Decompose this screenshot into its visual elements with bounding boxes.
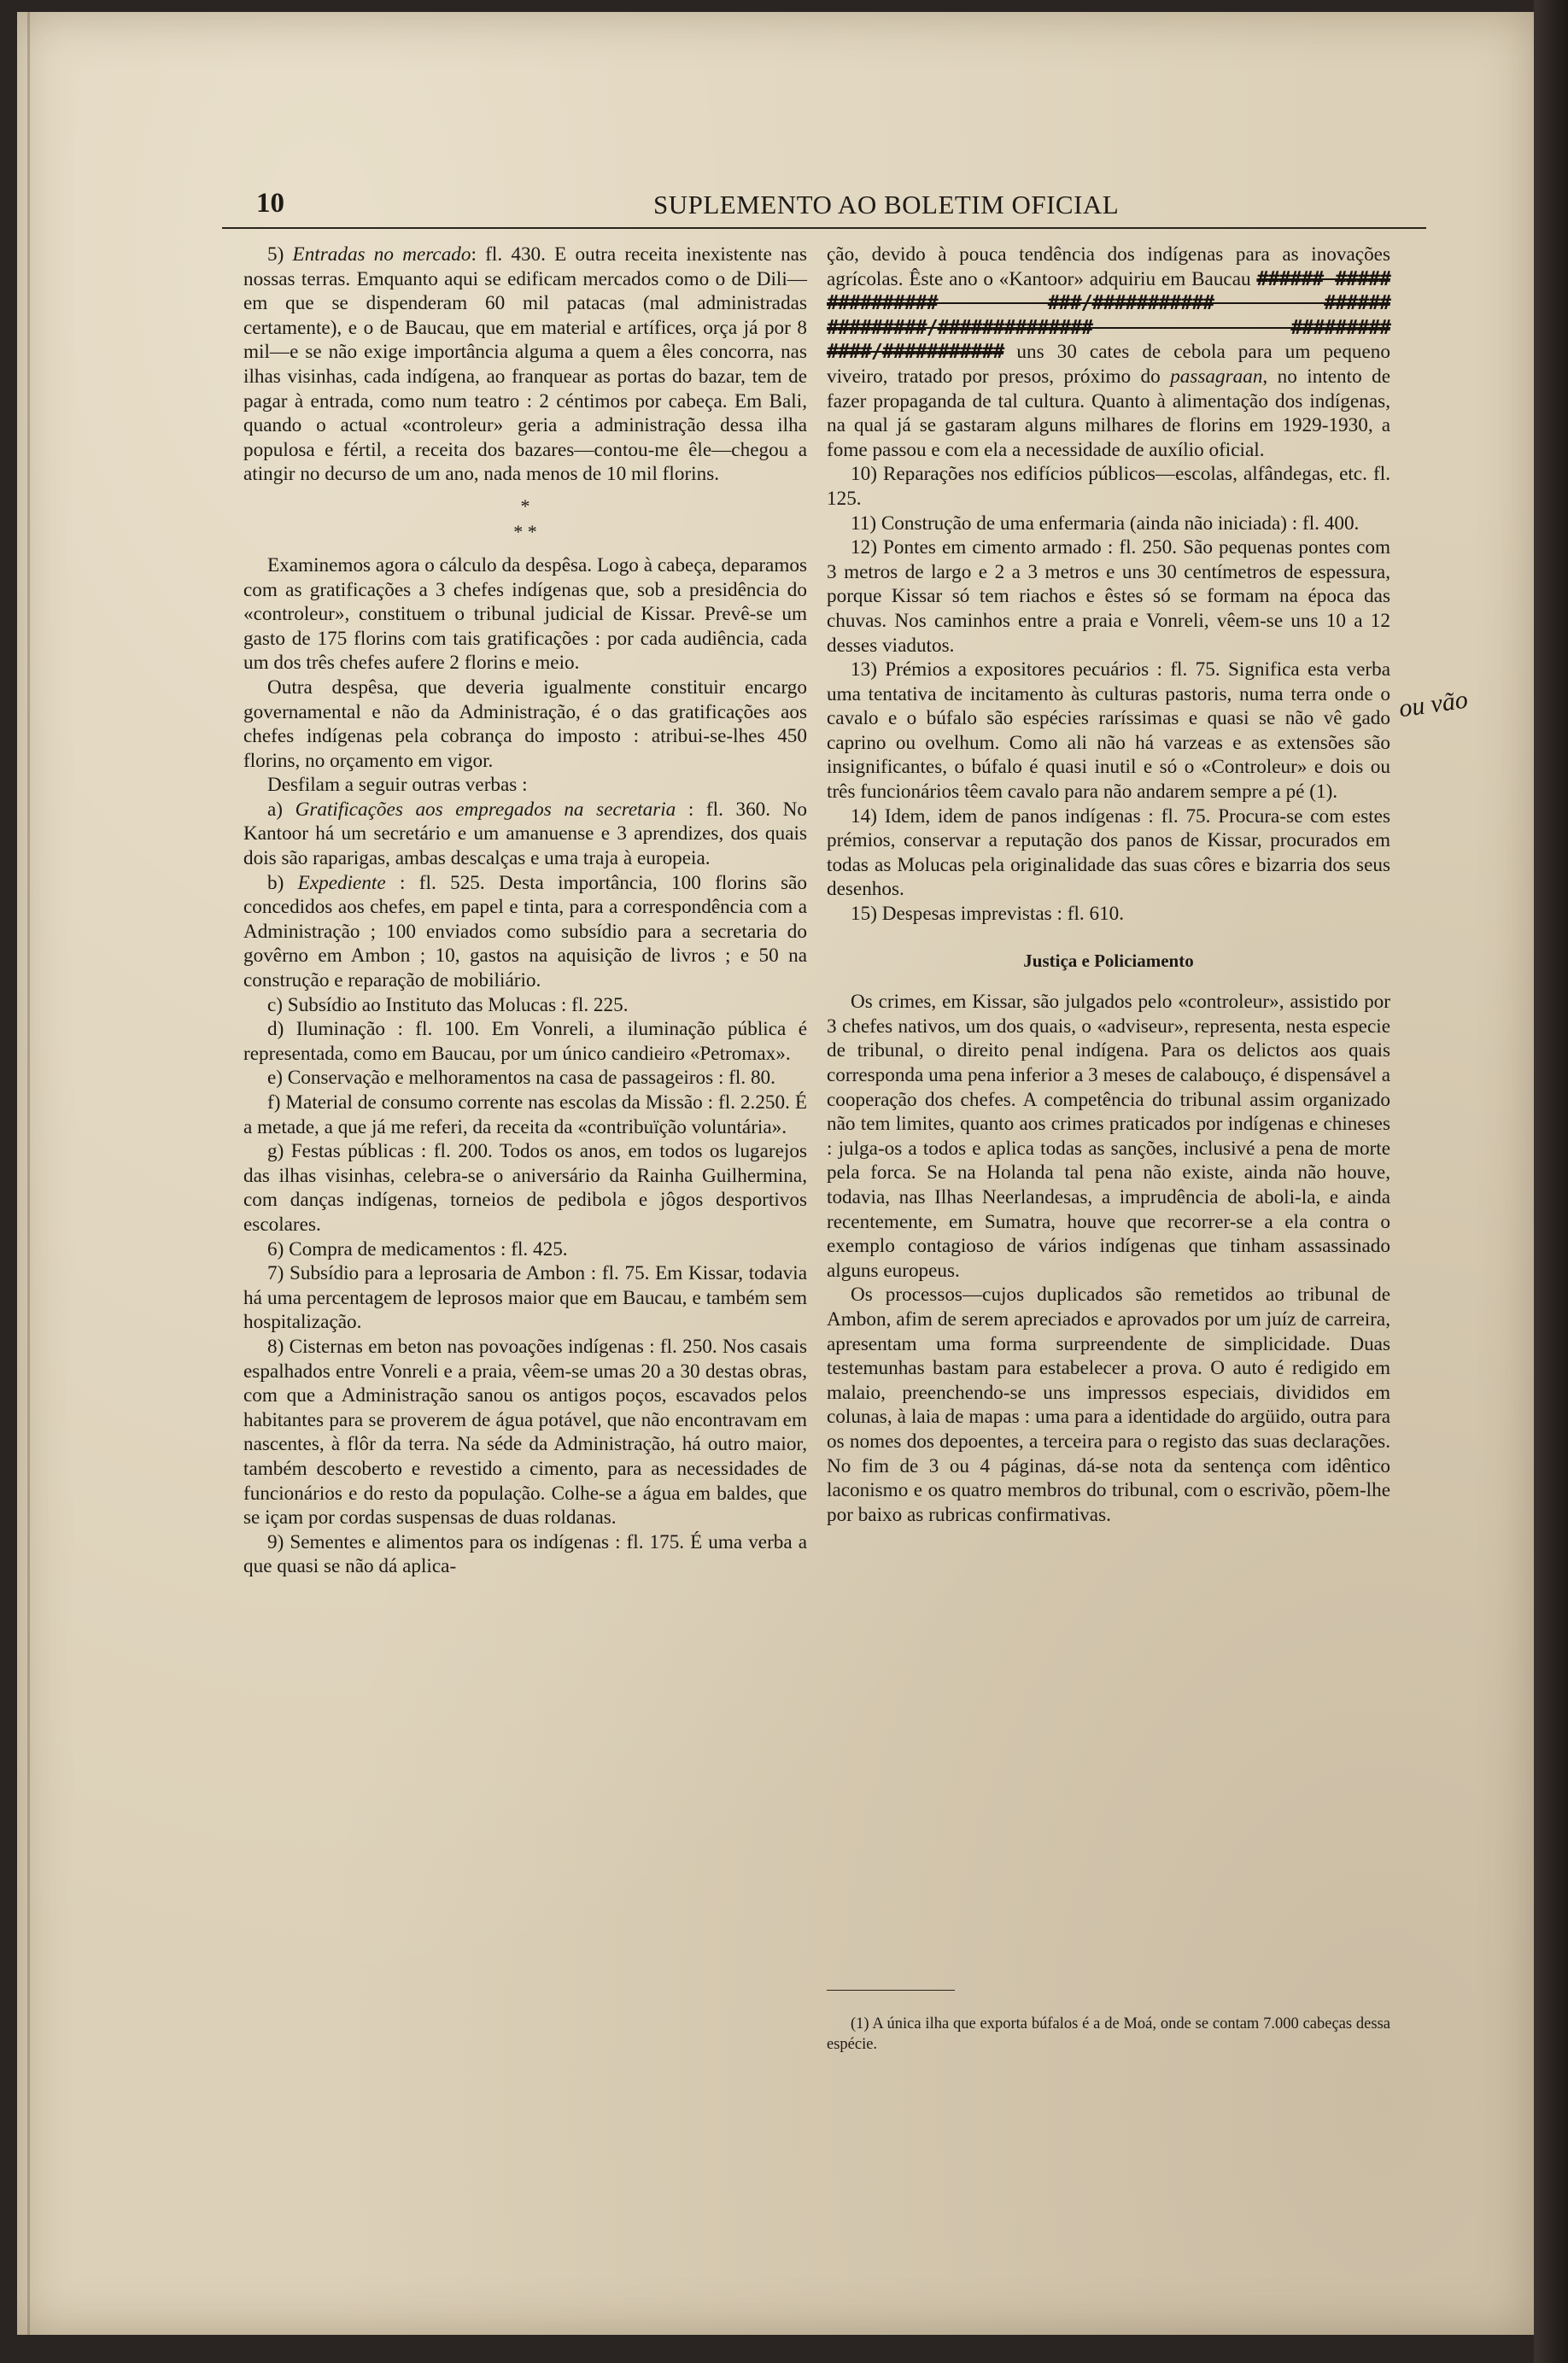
section-title-justice: Justiça e Policiamento [1023,950,1194,971]
item-text: : fl. 360. No Kantoor há um secretário e um amanuense e 3 aprendizes, dos quais dois são raparigas, ambas descalças e uma traja à europeia. [243,798,807,870]
struck-out-text: ###### ##### ########## ###/########### ###### #########/############## ######### ####/########### [827,266,1390,364]
item-title: Gratificações aos empregados na secretaria [295,798,676,821]
item-6: 6) Compra de medicamentos : fl. 425. [267,1237,568,1260]
italic-term: passagraan [1170,365,1263,388]
item-8: 8) Cisternas em beton nas povoações indígenas : fl. 250. Nos casais espalhados entre Vonreli e a praia, vêem-se umas 20 a 30 destas obras, com que a Administração sanou os antigos poços, escavados pelos habitantes para se proverem de água potável, que não encontravam em nascentes, à flôr da terra. Na séde da Administração, há outro maior, também descoberto e revestido a cimento, para as necessidades de funcionários e do resto da população. Colhe-se a água em baldes, que se içam por cordas suspensas de duas roldanas. [243,1335,807,1530]
scan-background-edge [1534,0,1568,2363]
item-9: 9) Sementes e alimentos para os indígenas : fl. 175. É uma verba a que quasi se não dá aplica- [243,1530,807,1578]
paragraph-tax-gratification: Outra despêsa, que deveria igualmente constituir encargo governamental e não da Administração, é o das gratificações aos chefes indígenas pela cobrança do imposto : atribui-se-lhes 450 florins, no orçamento em vigor. [243,676,807,772]
item-7: 7) Subsídio para a leprosaria de Ambon : fl. 75. Em Kissar, todavia há uma percentagem de leprosos maior que em Baucau, e também sem hospitalização. [243,1262,807,1334]
running-title: SUPLEMENTO AO BOLETIM OFICIAL [653,190,1120,219]
item-f: f) Material de consumo corrente nas escolas da Missão : fl. 2.250. É a metade, a que já me referi, da receita da «contribuïção voluntária». [243,1091,807,1138]
paragraph-processes: Os processos—cujos duplicados são remetidos ao tribunal de Ambon, afim de serem apreciados e aprovados por um juíz de carreira, apresentam uma forma surpreendente de simplicidade. Duas testemunhas bastam para estabelecer a prova. O auto é redigido em malaio, preenchendo-se uns impressos especiais, divididos em colunas, à laia de mapas : uma para a identidade do argüido, outra para os nomes dos depoentes, a terceira para o registo das suas declarações. No fim de 3 ou 4 páginas, dá-se nota da sentença com idêntico laconismo e os quatro membros do tribunal, com o escrivão, põem-lhe por baixo as rubricas confirmativas. [827,1284,1390,1526]
item-title: Expediente [297,871,386,894]
item-label: b) [267,871,298,894]
item-label: 5) [267,243,293,266]
text-before-strike: ção, devido à pouca tendência dos indígenas para as inovações agrícolas. Êste ano o «Kantoor» adquiriu em Baucau [827,243,1390,290]
item-13: 13) Prémios a expositores pecuários : fl. 75. Significa esta verba uma tentativa de incitamento às culturas pastoris, numa terra onde o cavalo e o búfalo são espécies raríssimas e quasi se não vê gado caprino ou ovelhum. Como ali não há varzeas e as extensões são insignificantes, o búfalo é quasi inutil e só o «Controleur» e dois ou três funcionários têem cavalo para não andarem sempre a pé (1). [827,658,1390,804]
page-header [222,184,1426,229]
page-fold [27,12,30,2335]
left-column [243,243,807,1579]
item-text: : fl. 525. Desta importância, 100 florins são concedidos aos chefes, em papel e tinta, para a correspondência com a Administração ; 100 enviados como subsídio para a secretaria do govêrno em Ambon ; 10, gastos na aquisição de livros ; e 50 na construção e reparação de mobiliário. [243,871,807,992]
footnote-rule [827,1990,955,1991]
item-10: 10) Reparações nos edifícios públicos—escolas, alfândegas, etc. fl. 125. [827,463,1390,510]
footnote: (1) A única ilha que exporta búfalos é a de Moá, onde se contam 7.000 cabeças dessa espécie. [827,2015,1390,2053]
item-14: 14) Idem, idem de panos indígenas : fl. 75. Procura-se com estes prémios, conservar a reputação dos panos de Kissar, procurados em todas as Molucas pela originalidade das suas côres e bizarria dos seus desenhos. [827,804,1390,901]
item-title: Entradas no mercado [292,243,471,266]
handwritten-margin-note: ou vão [1397,685,1470,723]
item-12: 12) Pontes em cimento armado : fl. 250. São pequenas pontes com 3 metros de largo e 2 a 3 metros e uns 30 centímetros de espessura, porque Kissar só tem riachos e êstes só se formam na época das chuvas. Nos caminhos entre a praia e Vonreli, vêem-se uns 10 a 12 desses viadutos. [827,536,1390,657]
item-e: e) Conservação e melhoramentos na casa de passageiros : fl. 80. [267,1067,775,1090]
item-a [243,798,807,871]
text-end: , no intento de fazer propaganda de tal cultura. Quanto à alimentação dos indígenas, na qual já se gastaram alguns milhares de florins em 1929-1930, a fome passou e com ela a necessidade de auxílio oficial. [827,365,1390,461]
item-d: d) Iluminação : fl. 100. Em Vonreli, a iluminação pública é representada, como em Baucau, por um único candieiro «Petromax». [243,1018,807,1065]
paragraph-expenses-intro: Examinemos agora o cálculo da despêsa. Logo à cabeça, deparamos com as gratificações a 3 chefes indígenas que, sob a presidência do «controleur», constituem o tribunal judicial de Kissar. Prevê-se um gasto de 175 florins com tais gratificações : por cada audiência, cada um dos três chefes aufere 2 florins e meio. [243,553,807,675]
item-c: c) Subsídio ao Instituto das Molucas : fl. 225. [267,993,629,1016]
item-15: 15) Despesas imprevistas : fl. 610. [851,903,1125,926]
right-column [827,243,1390,1527]
paragraph-market-revenue [243,243,807,487]
asterism-bottom: * * [513,520,537,542]
item-text: : fl. 430. E outra receita inexistente nas nossas terras. Emquanto aqui se edificam mercados como o de Dili—em que se dispenderam 60 mil patacas (mal administradas certamente), e o de Baucau, que em material e artífices, orça já por 8 mil—e se não exige importância alguma a quem a êles concorra, nas ilhas visinhas, cada indígena, ao franquear as portas do bazar, tem de pagar à entrada, como num teatro : 2 céntimos por cabeça. Em Bali, quando o actual «controleur» geria a administração dessa ilha populosa e fértil, a receita dos bazares—contou-me êle—chegou a atingir no decurso de um ano, nada menos de 10 mil florins. [243,243,807,486]
item-b [243,871,807,993]
item-label: a) [267,798,295,821]
paragraph-crimes: Os crimes, em Kissar, são julgados pelo «controleur», assistido por 3 chefes nativos, um dos quais, o «adviseur», representa, nesta especie de tribunal, o direito penal indígena. Para os delictos aos quais corresponda uma pena inferior a 3 meses de calabouço, é dispensável a cooperação dos chefes. A competência do tribunal assim organizado não tem limites, quanto aos crimes praticados por indígenas e chineses : julga-os a todos e aplica todas as sanções, inclusivé a pena de morte pela forca. Se na Holanda tal pena não existe, ainda não houve, todavia, nas Ilhas Neerlandesas, a imprudência de aboli-la, e ainda recentemente, em Sumatra, houve que recorrer-se a ela contra o exemplo contagioso de vários indígenas que tinham assassinado alguns europeus. [827,991,1390,1282]
section-asterism [243,494,807,545]
page-number: 10 [256,188,284,219]
text-after-strike: uns 30 cates de cebola para um pequeno viveiro, tratado por presos, próximo do [827,341,1390,388]
paragraph-other-items: Desfilam a seguir outras verbas : [267,774,528,797]
item-11: 11) Construção de uma enfermaria (ainda não iniciada) : fl. 400. [851,512,1360,535]
asterism-top: * [520,494,530,517]
item-g: g) Festas públicas : fl. 200. Todos os anos, em todos os lugarejos das ilhas visinhas, celebra-se o aniversário da Rainha Guilhermina, com danças indígenas, torneios de pedibola e jôgos desportivos escolares. [243,1140,807,1236]
paragraph-seeds-continued [827,243,1390,462]
